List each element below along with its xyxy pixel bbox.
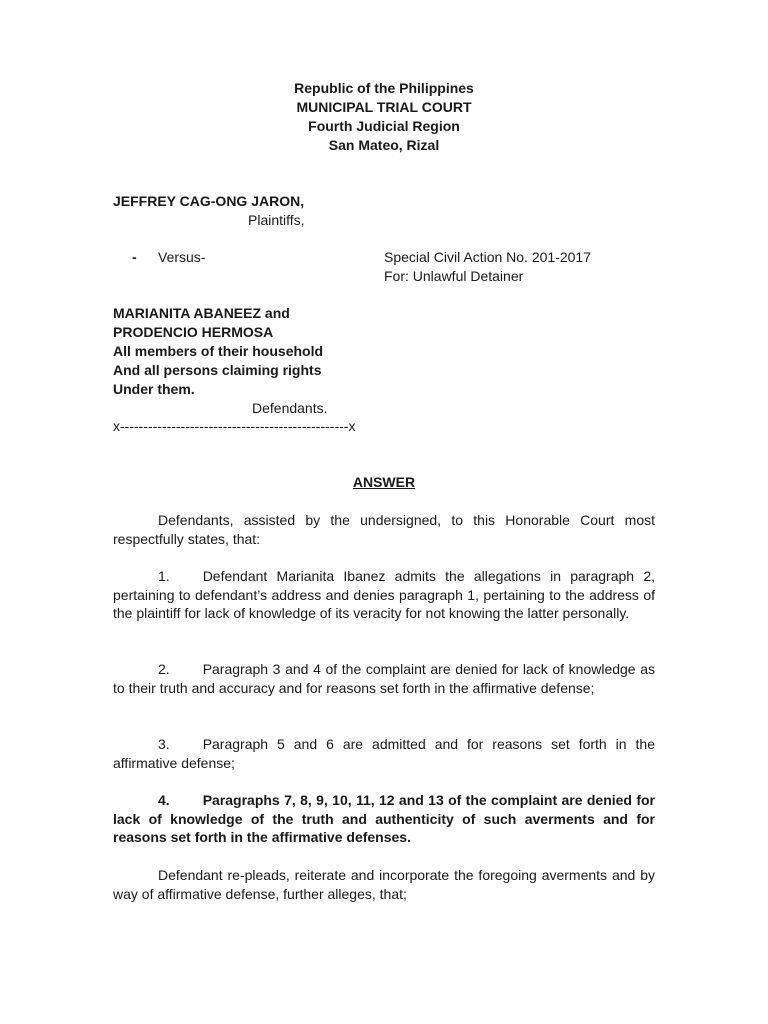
paragraph-number: 3. — [158, 736, 170, 752]
document-title — [0, 473, 768, 491]
numbered-paragraph — [113, 735, 655, 772]
versus-label: Versus- — [158, 249, 206, 265]
closing-paragraph: Defendant re-pleads, reiterate and incorporate the foregoing averments and by way of affirmative defense, further alleges, that; — [113, 867, 655, 902]
header-republic: Republic of the Philippines — [294, 80, 474, 96]
header-region: Fourth Judicial Region — [308, 118, 460, 134]
plaintiff-role: Plaintiffs, — [248, 212, 305, 228]
numbered-paragraph — [113, 567, 655, 623]
defendant-line: All members of their household — [113, 343, 324, 359]
header-court: MUNICIPAL TRIAL COURT — [296, 99, 472, 115]
defendant-line: Under them. — [113, 381, 195, 397]
paragraph-number: 2. — [158, 661, 170, 677]
numbered-paragraph — [113, 660, 655, 697]
paragraph-text: Defendant Marianita Ibanez admits the allegations in paragraph 2, pertaining to defendant’s address and denies paragraph 1, pertaining to the address of the plaintiff for lack of knowledge of its veracity for not knowing the latter personally. — [113, 568, 655, 622]
paragraph-text: Paragraphs 7, 8, 9, 10, 11, 12 and 13 of the complaint are denied for lack of knowledge of the truth and authenticity of such averments and for reasons set forth in the affirmative defenses. — [113, 792, 655, 846]
numbered-paragraph — [113, 791, 655, 847]
defendant-line: PRODENCIO HERMOSA — [113, 324, 274, 340]
paragraph-text: Paragraph 3 and 4 of the complaint are denied for lack of knowledge as to their truth and accuracy and for reasons set forth in the affirmative defense; — [113, 661, 655, 696]
paragraph-number: 1. — [158, 568, 170, 584]
defendant-line: MARIANITA ABANEEZ and — [113, 305, 290, 321]
intro-paragraph: Defendants, assisted by the undersigned, to this Honorable Court most respectfully states, that: — [113, 512, 655, 547]
case-type: For: Unlawful Detainer — [384, 268, 524, 284]
plaintiff-name: JEFFREY CAG-ONG JARON, — [113, 193, 305, 209]
case-number: Special Civil Action No. 201-2017 — [384, 249, 592, 265]
paragraph-number: 4. — [158, 792, 170, 808]
answer-title-text: ANSWER — [352, 474, 416, 490]
defendant-role: Defendants. — [252, 400, 328, 416]
caption-separator: x-------------------------------------------------x — [113, 418, 356, 434]
versus-dash: - — [132, 249, 137, 265]
paragraph-text: Paragraph 5 and 6 are admitted and for reasons set forth in the affirmative defense; — [113, 736, 655, 771]
defendant-line: And all persons claiming rights — [113, 362, 322, 378]
header-location: San Mateo, Rizal — [328, 137, 440, 153]
